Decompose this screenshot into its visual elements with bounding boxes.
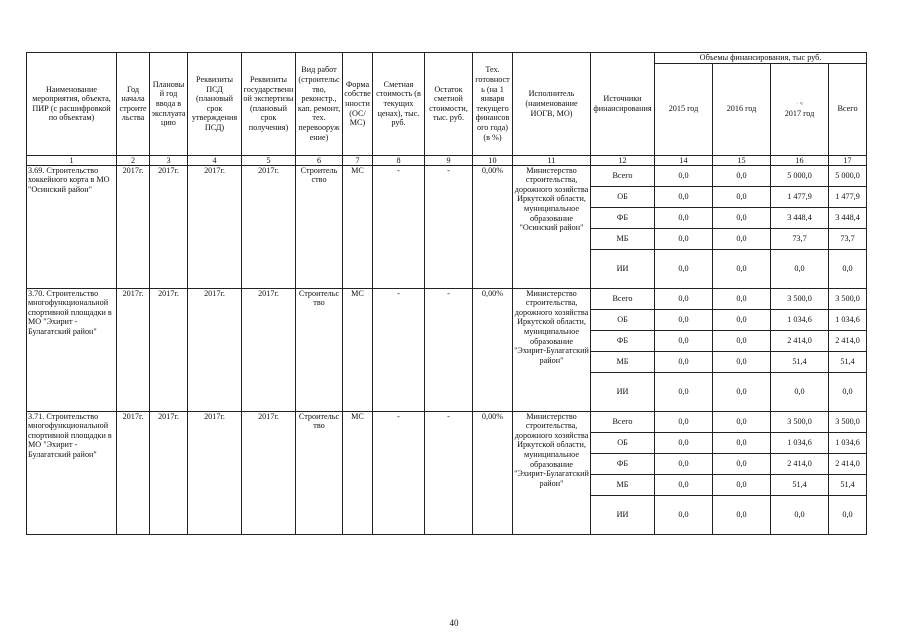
value-2016-cell: 0,0 <box>713 411 771 432</box>
value-2015-cell: 0,0 <box>655 249 713 288</box>
value-2016-cell: 0,0 <box>713 351 771 372</box>
value-2017-cell: 3 500,0 <box>771 411 829 432</box>
value-total-cell: 3 500,0 <box>829 288 867 309</box>
estimate-cell: - <box>373 288 425 411</box>
source-cell: ОБ <box>591 432 655 453</box>
value-2015-cell: 0,0 <box>655 186 713 207</box>
start-year-cell: 2017г. <box>117 288 150 411</box>
source-cell: Всего <box>591 411 655 432</box>
page-number: 40 <box>449 618 459 628</box>
expertise-cell: 2017г. <box>242 411 296 534</box>
financing-table <box>26 52 867 535</box>
header-work-type: Вид работ (строительство, реконстр., кап. ремонт, тех. перевооружение) <box>296 53 343 156</box>
header-executor: Исполнитель (наименование ИОГВ, МО) <box>513 53 591 156</box>
value-total-cell: 0,0 <box>829 372 867 411</box>
work-type-cell: Строительс тво <box>296 411 343 534</box>
value-2015-cell: 0,0 <box>655 207 713 228</box>
header-readiness: Тех. готовность (на 1 января текущего финансового года) (в %) <box>473 53 513 156</box>
col-number: 5 <box>242 155 296 165</box>
header-total: Всего <box>829 63 867 155</box>
value-total-cell: 2 414,0 <box>829 453 867 474</box>
executor-cell: Министерство строительства, дорожного хозяйства Иркутской области, муниципальное образование "Эхирит-Булагатский район" <box>513 288 591 411</box>
col-number: 14 <box>655 155 713 165</box>
header-year-2015: 2015 год <box>655 63 713 155</box>
readiness-cell: 0,00% <box>473 165 513 288</box>
estimate-cell: - <box>373 411 425 534</box>
value-2016-cell: 0,0 <box>713 288 771 309</box>
source-cell: МБ <box>591 228 655 249</box>
header-volumes-title: Объемы финансирования, тыс руб. <box>655 53 867 64</box>
header-psd: Реквизиты ПСД (плановый срок утверждения ПСД) <box>188 53 242 156</box>
value-2017-cell: 1 034,6 <box>771 432 829 453</box>
value-total-cell: 0,0 <box>829 495 867 534</box>
value-total-cell: 1 034,6 <box>829 309 867 330</box>
expertise-cell: 2017г. <box>242 288 296 411</box>
value-2015-cell: 0,0 <box>655 228 713 249</box>
value-total-cell: 51,4 <box>829 351 867 372</box>
start-year-cell: 2017г. <box>117 411 150 534</box>
value-2017-cell: 0,0 <box>771 249 829 288</box>
psd-cell: 2017г. <box>188 165 242 288</box>
header-year-2016: 2016 год <box>713 63 771 155</box>
estimate-cell: - <box>373 165 425 288</box>
value-2015-cell: 0,0 <box>655 495 713 534</box>
plan-year-cell: 2017г. <box>150 411 188 534</box>
plan-year-cell: 2017г. <box>150 165 188 288</box>
source-cell: ОБ <box>591 186 655 207</box>
col-number: 10 <box>473 155 513 165</box>
table-row <box>27 288 867 309</box>
value-2015-cell: 0,0 <box>655 309 713 330</box>
executor-cell: Министерство строительства, дорожного хозяйства Иркутской области, муниципальное образование "Осинский район" <box>513 165 591 288</box>
document-sheet <box>26 52 866 535</box>
source-cell: ФБ <box>591 207 655 228</box>
psd-cell: 2017г. <box>188 288 242 411</box>
value-2016-cell: 0,0 <box>713 186 771 207</box>
col-number: 1 <box>27 155 117 165</box>
value-2017-cell: 51,4 <box>771 474 829 495</box>
value-2017-cell: 0,0 <box>771 372 829 411</box>
value-2015-cell: 0,0 <box>655 330 713 351</box>
table-header <box>27 53 867 166</box>
header-remainder: Остаток сметной стоимости, тыс. руб. <box>425 53 473 156</box>
work-type-cell: Строительс тво <box>296 288 343 411</box>
value-2015-cell: 0,0 <box>655 351 713 372</box>
col-number: 9 <box>425 155 473 165</box>
col-number: 2 <box>117 155 150 165</box>
psd-cell: 2017г. <box>188 411 242 534</box>
value-total-cell: 0,0 <box>829 249 867 288</box>
col-number: 16 <box>771 155 829 165</box>
col-number: 11 <box>513 155 591 165</box>
object-name-cell: 3.69. Строительство хоккейного корта в МО "Осинский район" <box>27 165 117 288</box>
header-sources: Источники финансирования <box>591 53 655 156</box>
value-2016-cell: 0,0 <box>713 372 771 411</box>
value-2015-cell: 0,0 <box>655 411 713 432</box>
expertise-cell: 2017г. <box>242 165 296 288</box>
value-2015-cell: 0,0 <box>655 474 713 495</box>
value-2016-cell: 0,0 <box>713 249 771 288</box>
readiness-cell: 0,00% <box>473 288 513 411</box>
col-number: 3 <box>150 155 188 165</box>
ownership-cell: МС <box>343 288 373 411</box>
source-cell: МБ <box>591 351 655 372</box>
value-2015-cell: 0,0 <box>655 432 713 453</box>
year-mark: · ч <box>796 100 803 107</box>
value-2015-cell: 0,0 <box>655 372 713 411</box>
object-name-cell: 3.70. Строительство многофункциональной спортивной площадки в МО "Эхирит - Булагатский район" <box>27 288 117 411</box>
remainder-cell: - <box>425 411 473 534</box>
value-2017-cell: 73,7 <box>771 228 829 249</box>
value-2016-cell: 0,0 <box>713 474 771 495</box>
value-2016-cell: 0,0 <box>713 207 771 228</box>
value-2017-cell: 0,0 <box>771 495 829 534</box>
value-2016-cell: 0,0 <box>713 432 771 453</box>
col-number: 4 <box>188 155 242 165</box>
header-ownership: Форма собственности (ОС/МС) <box>343 53 373 156</box>
value-total-cell: 5 000,0 <box>829 165 867 186</box>
value-total-cell: 73,7 <box>829 228 867 249</box>
col-number: 6 <box>296 155 343 165</box>
value-total-cell: 51,4 <box>829 474 867 495</box>
value-2016-cell: 0,0 <box>713 330 771 351</box>
object-name-cell: 3.71. Строительство многофункциональной спортивной площадки в МО "Эхирит - Булагатский район" <box>27 411 117 534</box>
source-cell: Всего <box>591 288 655 309</box>
start-year-cell: 2017г. <box>117 165 150 288</box>
header-estimate: Сметная стоимость (в текущих ценах), тыс. руб. <box>373 53 425 156</box>
header-year-2017 <box>771 63 829 155</box>
header-start-year: Год начала строительства <box>117 53 150 156</box>
source-cell: ОБ <box>591 309 655 330</box>
readiness-cell: 0,00% <box>473 411 513 534</box>
col-number: 8 <box>373 155 425 165</box>
ownership-cell: МС <box>343 165 373 288</box>
col-number: 17 <box>829 155 867 165</box>
value-2016-cell: 0,0 <box>713 495 771 534</box>
value-2017-cell: 1 034,6 <box>771 309 829 330</box>
value-2016-cell: 0,0 <box>713 228 771 249</box>
header-name: Наименование мероприятия, объекта, ПИР (с расшифровкой по объектам) <box>27 53 117 156</box>
header-year-2017-label: 2017 год <box>784 109 815 119</box>
ownership-cell: МС <box>343 411 373 534</box>
source-cell: ФБ <box>591 453 655 474</box>
header-expertise: Реквизиты государственной экспертизы (плановый срок получения) <box>242 53 296 156</box>
header-plan-year: Плановый год ввода в эксплуатацию <box>150 53 188 156</box>
value-total-cell: 3 448,4 <box>829 207 867 228</box>
value-2017-cell: 2 414,0 <box>771 453 829 474</box>
value-2016-cell: 0,0 <box>713 309 771 330</box>
source-cell: ИИ <box>591 249 655 288</box>
source-cell: ИИ <box>591 495 655 534</box>
work-type-cell: Строитель ство <box>296 165 343 288</box>
value-2015-cell: 0,0 <box>655 288 713 309</box>
value-2017-cell: 51,4 <box>771 351 829 372</box>
value-2017-cell: 2 414,0 <box>771 330 829 351</box>
remainder-cell: - <box>425 165 473 288</box>
table-row <box>27 411 867 432</box>
executor-cell: Министерство строительства, дорожного хозяйства Иркутской области, муниципальное образование "Эхирит-Булагатский район" <box>513 411 591 534</box>
value-2015-cell: 0,0 <box>655 165 713 186</box>
value-total-cell: 2 414,0 <box>829 330 867 351</box>
source-cell: МБ <box>591 474 655 495</box>
source-cell: ИИ <box>591 372 655 411</box>
col-number: 7 <box>343 155 373 165</box>
value-2017-cell: 5 000,0 <box>771 165 829 186</box>
value-2016-cell: 0,0 <box>713 165 771 186</box>
value-total-cell: 1 034,6 <box>829 432 867 453</box>
column-number-row <box>27 155 867 165</box>
value-2017-cell: 1 477,9 <box>771 186 829 207</box>
value-2016-cell: 0,0 <box>713 453 771 474</box>
remainder-cell: - <box>425 288 473 411</box>
table-row <box>27 165 867 186</box>
source-cell: ФБ <box>591 330 655 351</box>
value-2017-cell: 3 500,0 <box>771 288 829 309</box>
col-number: 12 <box>591 155 655 165</box>
col-number: 15 <box>713 155 771 165</box>
plan-year-cell: 2017г. <box>150 288 188 411</box>
value-total-cell: 1 477,9 <box>829 186 867 207</box>
value-2015-cell: 0,0 <box>655 453 713 474</box>
table-body <box>27 165 867 534</box>
value-total-cell: 3 500,0 <box>829 411 867 432</box>
source-cell: Всего <box>591 165 655 186</box>
value-2017-cell: 3 448,4 <box>771 207 829 228</box>
